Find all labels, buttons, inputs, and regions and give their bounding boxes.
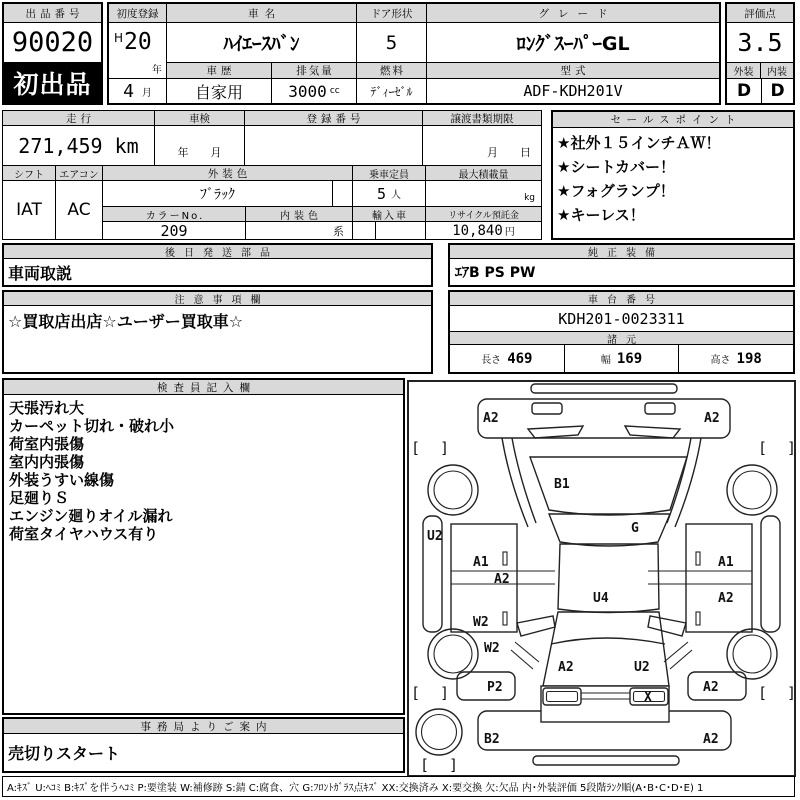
inspector-note-line: カーペット切れ・破れ小 [9,417,175,435]
damage-label-left-rocker: U2 [427,529,443,544]
lot-block [2,2,103,105]
right-front-door-handle [696,552,700,565]
height-value: 198 [736,350,762,367]
inspector-notes-block [2,378,405,715]
interior-color-value: 系 [245,221,353,240]
exterior-grade-header: 外装 [727,63,761,79]
oem-equipment-header: 純正装備 [450,245,793,259]
fuel-value: ﾃﾞｨｰｾﾞﾙ [370,84,413,99]
score-block [725,2,795,105]
score-header: 評価点 [727,4,793,23]
oem-equipment-value: ｴｱB PS PW [455,265,536,281]
registration-year: 20 [124,29,152,55]
damage-label-right-rear-door: A2 [718,591,734,606]
history-value: 自家用 [194,82,243,102]
era-letter: H [114,31,124,45]
car-name-value: ﾊｲｴｰｽﾊﾞﾝ [167,23,356,63]
bottom-bracket-close: ] [449,756,459,774]
inspector-note-line: 天張汚れ大 [9,399,85,417]
first-listing-badge: 初出品 [4,63,101,103]
right-rear-bracket-open: [ [758,684,768,702]
damage-label-right-quarter: A2 [703,680,719,695]
inspector-note-line: 荷室内張傷 [9,435,85,453]
right-quarter-line-2 [670,650,692,669]
exterior-color-value: ﾌﾞﾗｯｸ [102,180,333,207]
windshield [549,514,670,546]
registration-month: 4 [123,80,134,102]
capacity-value: 5 [376,184,387,203]
height-label: 高さ [710,355,731,366]
lot-number-value: 90020 [4,23,101,63]
damage-label-windshield: G [631,521,639,536]
first-registration-header: 初度登録 [109,4,166,23]
first-registration-column [109,4,167,103]
displacement-cell [272,79,356,103]
sales-point-item: ★社外１５インチＡＷ！ [557,134,721,152]
inspector-notes-header: 検査員記入欄 [4,380,403,395]
damage-label-rear-bumper-right: A2 [703,732,719,747]
lot-number-header: 出品番号 [4,4,101,23]
first-registration-year-cell [109,23,166,79]
recycle-value: 10,840 [452,222,503,239]
sales-point-item: ★フォグランプ！ [557,182,675,200]
car-name-header: 車名 [167,4,356,23]
interior-grade-value: D [770,81,785,101]
notes-header: 注意事項欄 [4,292,431,306]
width-value: 169 [616,350,643,367]
front-right-wheel-inner [733,471,771,509]
later-parts-value: 車両取説 [8,263,73,283]
score-value: 3.5 [727,23,793,63]
displacement-value: 3000 [288,81,327,101]
rear-right-wheel-inner [733,635,771,673]
vehicle-header-block [107,2,721,105]
recycle-value-cell [425,221,542,240]
registration-number-header: 登録番号 [244,110,423,126]
wiper-right [625,426,680,438]
shaken-value: 年 月 [154,125,245,166]
length-cell [450,345,565,372]
dimensions-header: 諸元 [450,332,793,345]
spare-tire [416,709,462,755]
exterior-grade-value: D [727,79,762,103]
left-rear-door-handle [503,612,507,625]
later-parts-block [2,243,433,287]
capacity-unit: 人 [391,190,402,201]
inspector-note-line: 足廻りＳ [9,489,70,507]
import-divider [353,222,376,239]
inspector-note-line: エンジン廻りオイル漏れ [9,507,173,525]
front-right-wheel [727,465,777,515]
chassis-number-value: KDH201-0023311 [450,306,793,332]
left-quarter-line-2 [511,650,533,669]
color-number-value: 209 [102,221,246,240]
oem-equipment-block [448,243,795,287]
office-notice-header: 事務局よりご案内 [4,719,403,734]
left-fender-line-inner [512,438,536,523]
fuel-header: 燃料 [357,63,426,79]
front-left-wheel-inner [434,471,472,509]
interior-grade-header: 内装 [761,63,793,79]
damage-label-left-front-door: A1 [473,555,489,570]
left-mirror-bracket-open: [ [411,439,421,457]
recycle-unit: 円 [504,227,515,238]
door-column [357,4,427,103]
sales-points-list [553,128,793,230]
car-name-column [167,4,357,103]
capacity-header: 乗車定員 [352,165,426,181]
payload-header: 最大積載量 [425,165,542,181]
history-column [167,63,272,103]
sales-points-header: セールスポイント [553,112,793,128]
grade-column [427,4,719,103]
left-quarter-line-1 [515,642,539,662]
shift-header: シフト [2,165,56,181]
height-cell [679,345,793,372]
model-code-header: 型式 [427,63,719,79]
front-panel [478,399,730,438]
displacement-column [272,63,356,103]
right-rear-bracket-close: ] [787,684,796,702]
damage-code-legend: A:ｷｽﾞ U:ﾍｺﾐ B:ｷｽﾞを伴うﾍｺﾐ P:要塗装 W:補修跡 S:錆 C:腐食、穴 G:ﾌﾛﾝﾄｶﾞﾗｽ点ｷｽﾞ XX:交換済み X:要交換 欠:欠品 内･外装評価 5段階ﾗﾝｸ順(A･B･C･D･E) 1 [2,776,795,797]
front-bumper-strip [531,384,677,393]
payload-value: kg [425,180,542,207]
notes-value: ☆買取店出店☆ユーザー買取車☆ [8,312,244,331]
spare-tire-inner [422,715,457,750]
rear-bumper-strip [533,756,679,765]
damage-label-roof: U4 [593,591,609,606]
import-header: 輸入車 [352,206,426,222]
left-mirror-bracket-close: ] [440,439,450,457]
shift-value: IAT [2,180,56,240]
model-code-value: ADF-KDH201V [523,82,623,100]
office-notice-block [2,717,405,773]
displacement-unit: cc [329,86,340,96]
rear-left-wheel-inner [434,635,472,673]
headlight-left [532,403,562,414]
right-mirror-bracket-open: [ [758,439,768,457]
damage-label-rear-bumper-left: B2 [484,732,500,747]
ac-header: エアコン [55,165,103,181]
mileage-header: 走行 [2,110,155,126]
spec-block [2,110,542,240]
capacity-value-cell [352,180,426,207]
grade-header: グレード [427,4,719,23]
month-unit: 月 [141,87,152,99]
right-quarter-line-1 [664,642,688,662]
inspector-note-line: 荷室タイヤハウス有り [9,525,159,543]
left-front-door-handle [503,552,507,565]
damage-label-front-bumper-right: A2 [704,411,720,426]
transfer-deadline-value: 月 日 [422,125,542,166]
ac-value: AC [55,180,103,240]
inspector-note-line: 室内内張傷 [9,453,85,471]
displacement-header: 排気量 [272,63,356,79]
inspector-notes-list [4,395,403,547]
damage-label-front-bumper-left: A2 [483,411,499,426]
damage-label-left-molding: A2 [494,572,510,587]
bottom-bracket-open: [ [420,756,430,774]
left-c-pillar [517,616,555,636]
later-parts-header: 後日発送部品 [4,245,431,259]
width-cell [565,345,680,372]
chassis-block [448,290,795,374]
inspector-note-line: 外装うすい線傷 [9,471,115,489]
damage-label-hood: B1 [554,477,570,492]
mileage-value: 271,459 km [2,125,155,166]
damage-diagram [407,380,796,777]
right-rear-door-handle [696,612,700,625]
right-rocker-panel [761,516,780,632]
shaken-header: 車検 [154,110,245,126]
damage-label-left-rear-door: W2 [473,615,489,630]
exterior-color-header: 外装色 [102,165,353,181]
damage-label-taillight-x: X [644,690,652,705]
damage-label-rear-window-right: U2 [634,660,650,675]
exterior-color-subcell [332,180,353,207]
door-shape-header: ドア形状 [357,4,426,23]
recycle-header: リサイクル預託金 [425,206,542,222]
transfer-deadline-header: 譲渡書類期限 [422,110,542,126]
grade-value: ﾛﾝｸﾞｽｰﾊﾟｰGL [427,23,719,63]
left-rear-bracket-open: [ [411,684,421,702]
year-unit: 年 [152,65,162,76]
damage-label-right-front-door: A1 [718,555,734,570]
damage-label-left-quarter: P2 [487,680,503,695]
chassis-number-header: 車台番号 [450,292,793,306]
history-header: 車歴 [167,63,271,79]
damage-label-rear-window-left: A2 [558,660,574,675]
rear-glass-line [551,638,665,644]
office-notice-value: 売切りスタート [8,744,121,763]
width-label: 幅 [600,355,611,366]
first-registration-month-cell [109,79,166,103]
car-diagram-svg [407,380,796,777]
interior-color-header: 内装色 [245,206,353,222]
sales-points-block [551,110,795,240]
right-c-pillar [648,616,686,636]
length-label: 長さ [481,355,502,366]
length-value: 469 [507,350,533,367]
registration-number-value [244,125,423,166]
headlight-right [645,403,675,414]
front-left-wheel [428,465,478,515]
color-number-header: カラーNo. [102,206,246,222]
door-count-value: 5 [357,23,426,63]
sales-point-item: ★シートカバー！ [557,158,675,176]
import-value-cell [352,221,426,240]
right-mirror-bracket-close: ] [787,439,796,457]
sales-point-item: ★キーレス！ [557,206,645,224]
notes-block [2,290,433,374]
damage-label-left-quarter-top: W2 [484,641,500,656]
left-rear-bracket-close: ] [440,684,450,702]
wiper-left [528,426,583,438]
